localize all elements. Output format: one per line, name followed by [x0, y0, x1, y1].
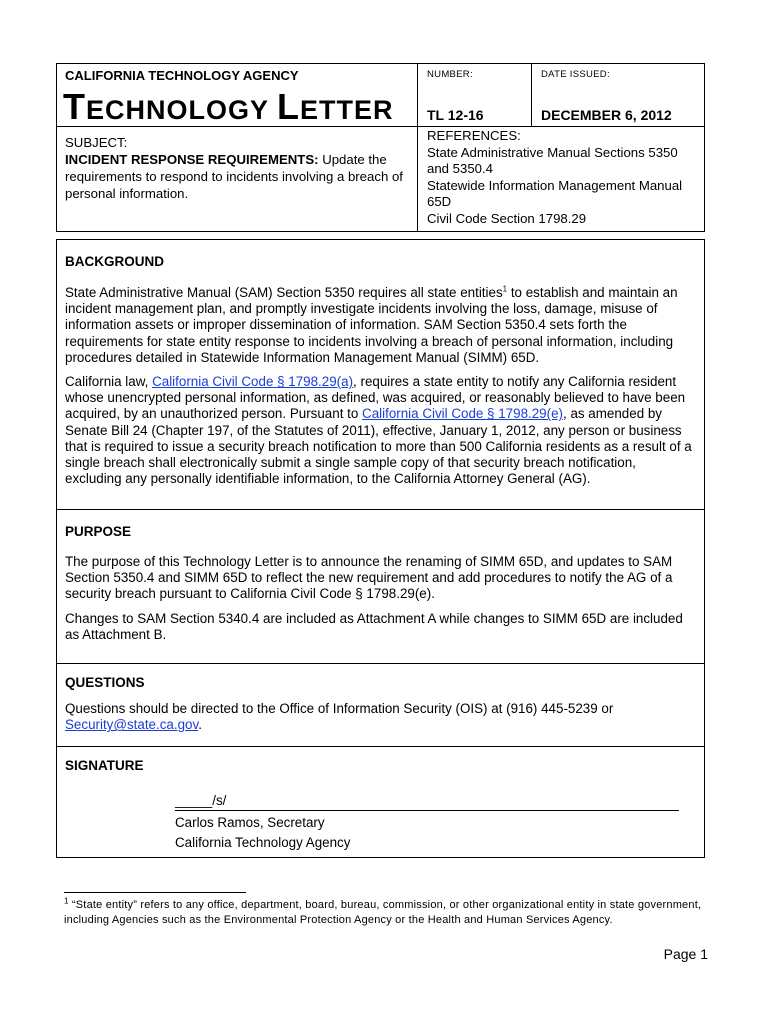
- questions-section: [56, 663, 705, 747]
- background-heading: BACKGROUND: [65, 254, 164, 269]
- signature-line: _____/s/: [175, 793, 679, 811]
- reference-line: State Administrative Manual Sections 5350: [427, 144, 678, 160]
- background-paragraph-1: State Administrative Manual (SAM) Section 5350 requires all state entities$^1$ to establish and maintain an incident management plan, and promptly investigate incidents involving the loss, damage, misuse of information assets or improper dissemination of information. SAM Section 5350.4 sets forth the requirements for state entity response to incidents involving a breach of personal information, including procedures detailed in Statewide Information Management Manual (SIMM) 65D.: [65, 284, 678, 365]
- reference-line: 65D: [427, 194, 452, 209]
- subject-label: SUBJECT:: [65, 135, 128, 150]
- signer-name: Carlos Ramos, Secretary: [175, 815, 325, 830]
- civil-code-e-link[interactable]: California Civil Code § 1798.29(e): [362, 406, 563, 422]
- page-number: Page 1: [663, 946, 708, 962]
- subject-text: INCIDENT RESPONSE REQUIREMENTS: Update the requirements to respond to incidents involving a breach of personal information.: [65, 152, 403, 201]
- date-value: DECEMBER 6, 2012: [541, 107, 672, 123]
- references-block: [427, 128, 702, 227]
- agency-name: CALIFORNIA TECHNOLOGY AGENCY: [65, 68, 299, 83]
- questions-heading: QUESTIONS: [65, 675, 145, 690]
- footnote-rule: [64, 892, 246, 893]
- divider: [531, 64, 532, 126]
- purpose-paragraph-2: Changes to SAM Section 5340.4 are included as Attachment A while changes to SIMM 65D are included as Attachment B.: [65, 610, 683, 642]
- reference-line: and 5350.4: [427, 161, 494, 176]
- references-label: REFERENCES:: [427, 128, 521, 143]
- page-title: TECHNOLOGY LETTER: [63, 86, 394, 127]
- signature-section: [56, 746, 705, 858]
- background-paragraph-2: California law, California Civil Code § 1798.29(a), requires a state entity to notify any California resident whose unencrypted personal information, as defined, was acquired, or reasonably believed to have been acquired, by an unauthorized person. Pursuant to California Civil Code § 1798.29(e), as amended by Senate Bill 24 (Chapter 197, of the Statutes of 2011), effective, January 1, 2012, any person or business that is required to issue a security breach notification to more than 500 California residents as a result of a single breach shall electronically submit a single sample copy of that security breach notification, excluding any personally identifiable information, to the California Attorney General (AG).: [65, 374, 692, 487]
- number-value: TL 12-16: [427, 107, 484, 123]
- purpose-paragraph-1: The purpose of this Technology Letter is to announce the renaming of SIMM 65D, and updates to SAM Section 5350.4 and SIMM 65D to reflect the new requirement and add procedures to notify the AG of a security breach pursuant to California Civil Code § 1798.29(e).: [65, 554, 673, 602]
- header-box: [56, 63, 705, 232]
- security-email-link[interactable]: Security@state.ca.gov: [65, 717, 199, 733]
- civil-code-a-link[interactable]: California Civil Code § 1798.29(a): [152, 374, 354, 390]
- purpose-section: [56, 509, 705, 664]
- subject-block: [65, 134, 410, 202]
- signature-heading: SIGNATURE: [65, 758, 144, 773]
- divider: [417, 64, 418, 232]
- reference-line: Civil Code Section 1798.29: [427, 210, 587, 226]
- background-section: [56, 239, 705, 510]
- purpose-heading: PURPOSE: [65, 524, 132, 539]
- questions-text: Questions should be directed to the Office of Information Security (OIS) at (916) 445-5239 or Security@state.ca.gov.: [65, 701, 614, 733]
- footnote: $^1$ “State entity” refers to any office, department, board, bureau, commission, or other organizational entity in state government, including Agencies such as the Environmental Protection Agency or the Health and Human Services Agency.: [64, 896, 702, 926]
- number-label: NUMBER:: [427, 69, 473, 80]
- reference-line: Statewide Information Management Manual: [427, 177, 683, 193]
- date-label: DATE ISSUED:: [541, 69, 610, 80]
- signer-org: California Technology Agency: [175, 835, 351, 850]
